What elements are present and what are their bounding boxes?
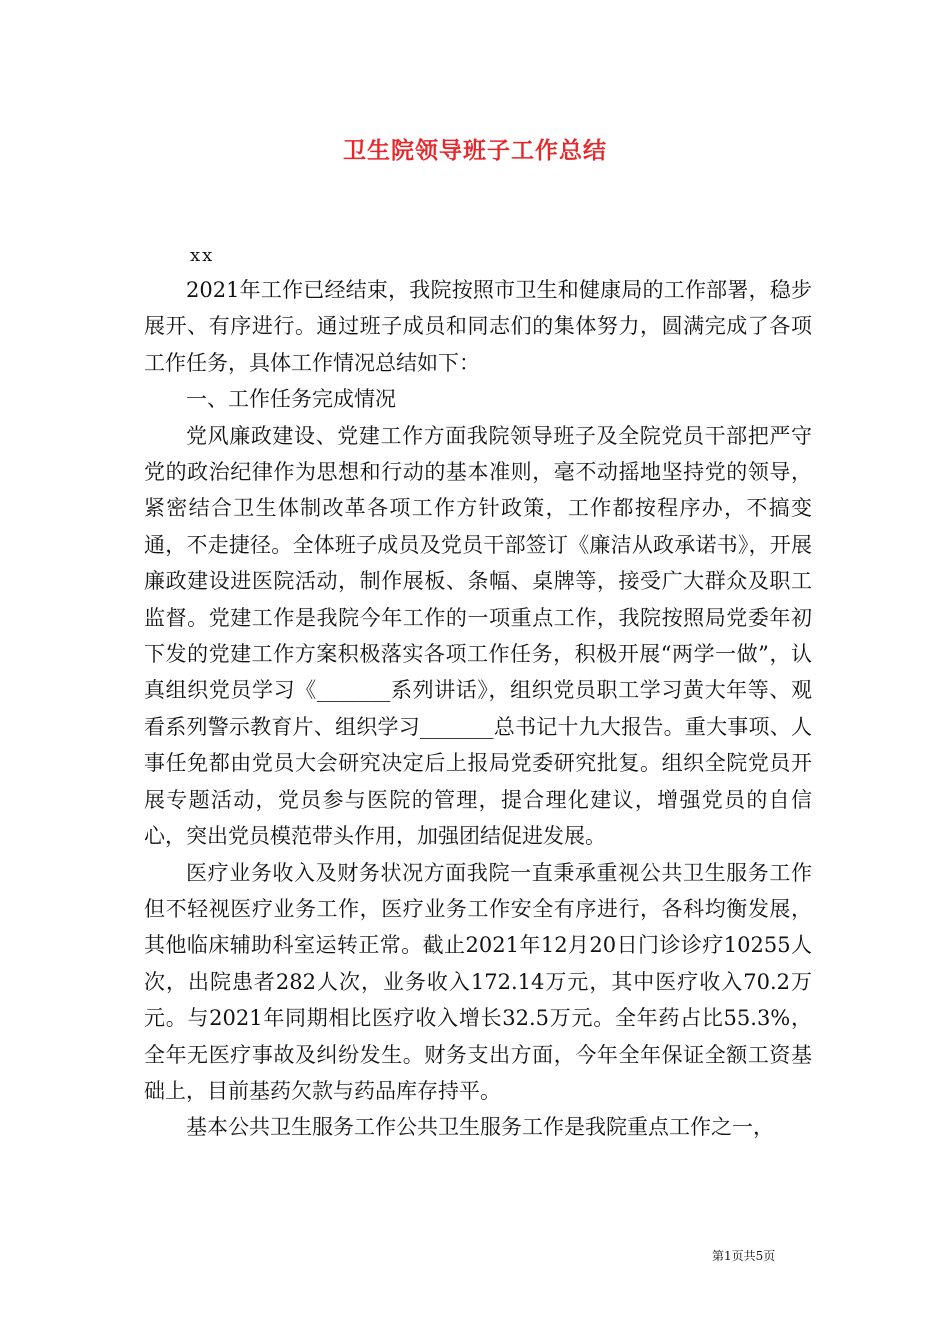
paragraph-medical-finance: 医疗业务收入及财务状况方面我院一直秉承重视公共卫生服务工作但不轻视医疗业务工作，医疗业务工作安全有序进行，各科均衡发展，其他临床辅助科室运转正常。截止2021年12月20日门诊诊疗10255人次，出院患者282人次，业务收入172.14万元，其中医疗收入70.2万元。与2021年同期相比医疗收入增长32.5万元。全年药占比55.3%，全年无医疗事故及纠纷发生。财务支出方面，今年全年保证全额工资基础上，目前基药欠款与药品库存持平。 xyxy=(144,860,812,1103)
document-author: xx xyxy=(190,245,215,266)
paragraph-public-health: 基本公共卫生服务工作公共卫生服务工作是我院重点工作之一， xyxy=(186,1115,774,1140)
paragraph-party-building: 党风廉政建设、党建工作方面我院领导班子及全院党员干部把严守党的政治纪律作为思想和行动的基本准则，毫不动摇地坚持党的领导，紧密结合卫生体制改革各项工作方针政策，工作都按程序办，不搞变通，不走捷径。全体班子成员及党员干部签订《廉洁从政承诺书》，开展廉政建设进医院活动，制作展板、条幅、桌牌等，接受广大群众及职工监督。党建工作是我院今年工作的一项重点工作，我院按照局党委年初下发的党建工作方案积极落实各项工作任务，积极开展“两学一做”，认真组织党员学习《_______系列讲话》，组织党员职工学习黄大年等、观看系列警示教育片、组织学习_______总书记十九大报告。重大事项、人事任免都由党员大会研究决定后上报局党委研究批复。组织全院党员开展专题活动，党员参与医院的管理，提合理化建议，增强党员的自信心，突出党员模范带头作用，加强团结促进发展。 xyxy=(144,423,812,849)
document-title: 卫生院领导班子工作总结 xyxy=(343,137,607,164)
document-body xyxy=(144,272,812,1146)
paragraph-intro: 2021年工作已经结束，我院按照市卫生和健康局的工作部署，稳步展开、有序进行。通过班子成员和同志们的集体努力，圆满完成了各项工作任务，具体工作情况总结如下： xyxy=(144,278,812,375)
section-heading: 一、工作任务完成情况 xyxy=(186,387,396,412)
page-number: 第1页共5页 xyxy=(712,1249,776,1263)
